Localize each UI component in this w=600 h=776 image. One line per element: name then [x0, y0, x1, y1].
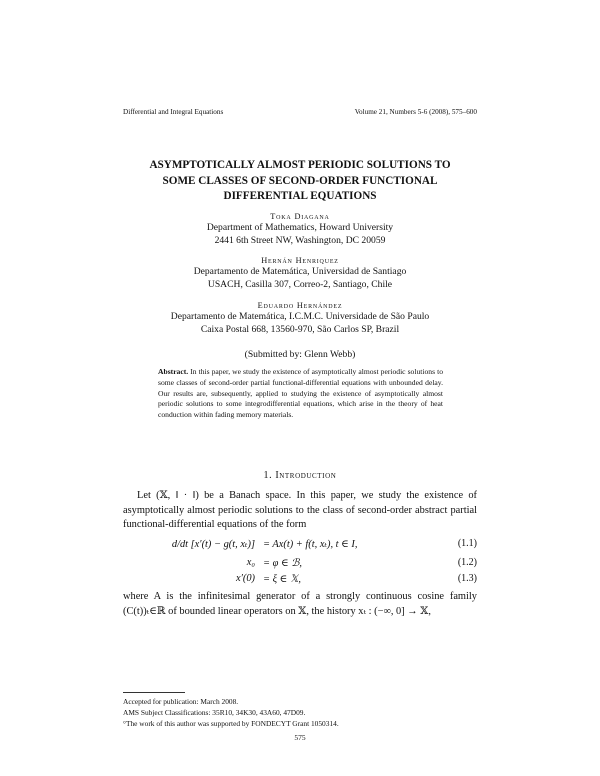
submitted-by: (Submitted by: Glenn Webb)	[244, 349, 356, 360]
equation-number: (1.3)	[457, 573, 477, 584]
equation-lhs: x′(0)	[235, 573, 255, 584]
running-header-volume: Volume 21, Numbers 5-6 (2008), 575–600	[354, 108, 477, 116]
author-affiliation: Department of Mathematics, Howard University	[206, 222, 394, 233]
author-block	[0, 301, 600, 336]
author-affiliation: USACH, Casilla 307, Correo-2, Santiago, Chile	[207, 279, 393, 290]
author-affiliation: Departamento de Matemática, I.C.M.C. Universidade de São Paulo	[170, 311, 430, 322]
title-line: DIFFERENTIAL EQUATIONS	[223, 190, 377, 202]
equation-rhs: = φ ∈ ℬ,	[263, 558, 303, 569]
intro-paragraph: Let (𝕏, ‖ · ‖) be a Banach space. In this paper, we study the existence of asymptotically almost periodic solutions to the class of second-order abstract partial functional-differential equations of the form	[123, 490, 477, 530]
abstract	[158, 367, 443, 421]
running-header-journal: Differential and Integral Equations	[123, 108, 224, 116]
page-number: 575	[294, 733, 306, 742]
footnote: Accepted for publication: March 2008.	[123, 697, 239, 706]
equation-number: (1.1)	[457, 538, 477, 549]
title-line: SOME CLASSES OF SECOND-ORDER FUNCTIONAL	[162, 174, 438, 187]
equation-lhs: d/dt [x′(t) − g(t, xₜ)]	[171, 539, 255, 550]
paper-title	[90, 158, 510, 205]
abstract-text: In this paper, we study the existence of asymptotically almost periodic solutions to some classes of second-order partial functional-differential equations with unbounded delay. Our results are, subsequently, applied to studying the existence of asymptotically almost periodic solutions to some integrodifferential equations, which arise in the theory of heat conduction within fading memory materials.	[158, 367, 443, 420]
section-heading: 1. Introduction	[263, 470, 337, 481]
author-name: Hernán Henriquez	[261, 256, 339, 265]
author-name: Eduardo Hernández	[257, 301, 343, 310]
equation-rhs: = Ax(t) + f(t, xₜ), t ∈ I,	[263, 539, 358, 550]
author-block	[0, 256, 600, 291]
footnote: AMS Subject Classifications: 35R10, 34K30, 43A60, 47D09.	[123, 708, 306, 717]
footnote: °The work of this author was supported by FONDECYT Grant 1050314.	[123, 719, 339, 728]
title-line: ASYMPTOTICALLY ALMOST PERIODIC SOLUTIONS TO	[149, 159, 451, 171]
author-name: Toka Diagana	[270, 212, 330, 221]
author-affiliation: Caixa Postal 668, 13560-970, São Carlos SP, Brazil	[200, 324, 400, 335]
body-paragraph: where A is the infinitesimal generator of a strongly continuous cosine family (C(t))ₜ∈ℝ of bounded linear operators on 𝕏, the history xₜ : (−∞, 0] → 𝕏,	[123, 591, 477, 617]
author-affiliation: Departamento de Matemática, Universidad de Santiago	[193, 266, 407, 277]
author-affiliation: 2441 6th Street NW, Washington, DC 20059	[214, 235, 386, 246]
footnote-rule	[123, 692, 185, 693]
equation-rhs: = ξ ∈ 𝕏,	[263, 574, 301, 585]
equation-number: (1.2)	[457, 557, 477, 568]
author-block	[0, 212, 600, 247]
equation-lhs: x₀	[246, 557, 255, 568]
abstract-label: Abstract.	[158, 367, 189, 376]
